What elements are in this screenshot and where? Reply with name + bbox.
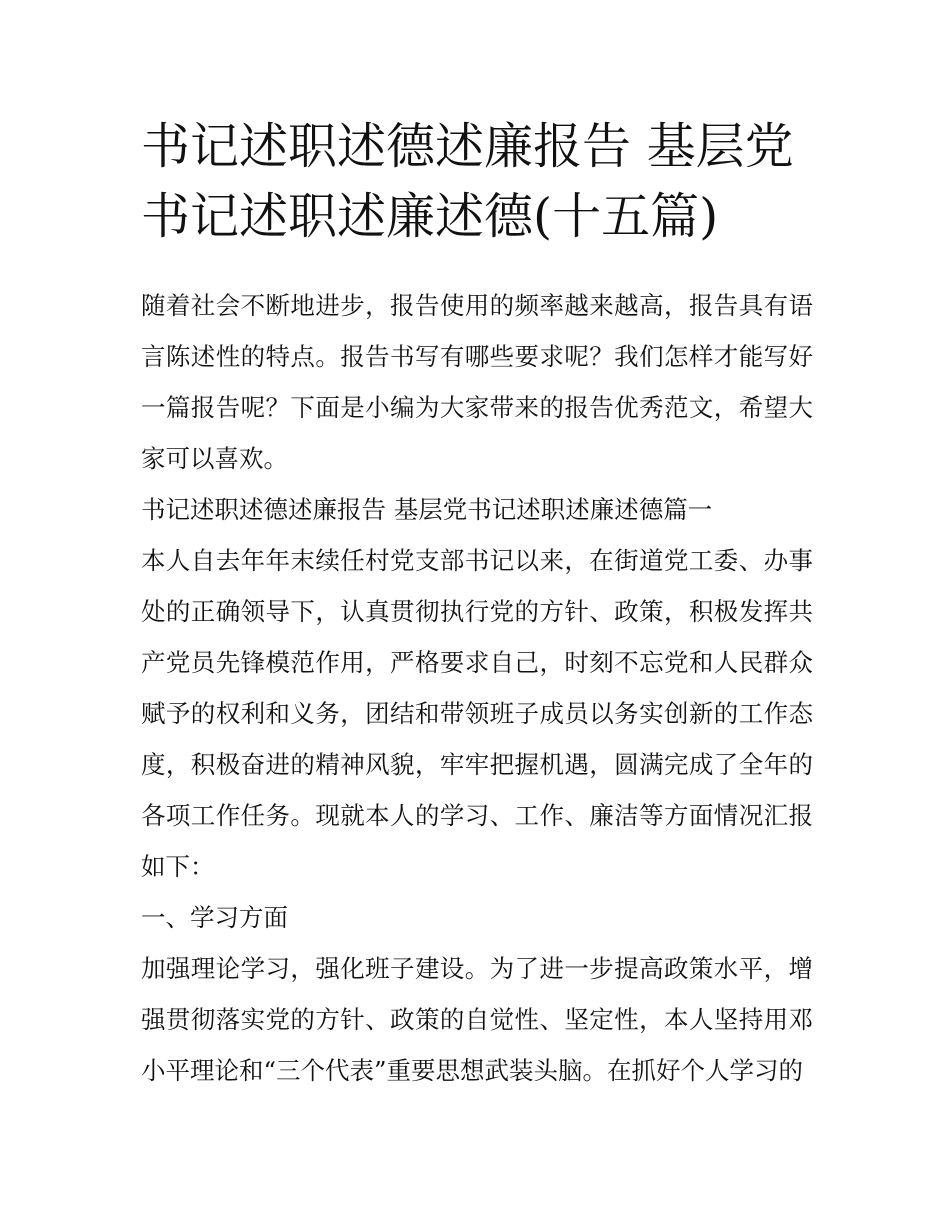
document-body — [141, 280, 813, 1096]
section-heading: 书记述职述德述廉报告 基层党书记述职述廉述德篇一 — [141, 495, 713, 524]
document-title: 书记述职述德述廉报告 基层党书记述职述廉述德(十五篇) — [141, 118, 794, 245]
intro-paragraph: 随着社会不断地进步，报告使用的频率越来越高，报告具有语言陈述性的特点。报告书写有哪些要求呢？我们怎样才能写好一篇报告呢？下面是小编为大家带来的报告优秀范文，希望大家可以喜欢。 — [141, 291, 813, 473]
body-paragraph: 加强理论学习，强化班子建设。为了进一步提高政策水平，增强贯彻落实党的方针、政策的自觉性、坚定性，本人坚持用邓小平理论和“三个代表”重要思想武装头脑。在抓好个人学习的 — [141, 954, 813, 1085]
body-paragraph: 本人自去年年末续任村党支部书记以来，在街道党工委、办事处的正确领导下，认真贯彻执行党的方针、政策，积极发挥共产党员先锋模范作用，严格要求自己，时刻不忘党和人民群众赋予的权利和义务，团结和带领班子成员以务实创新的工作态度，积极奋进的精神风貌，牢牢把握机遇，圆满完成了全年的各项工作任务。现就本人的学习、工作、廉洁等方面情况汇报如下： — [141, 546, 813, 881]
subsection-heading: 一、学习方面 — [141, 903, 288, 932]
